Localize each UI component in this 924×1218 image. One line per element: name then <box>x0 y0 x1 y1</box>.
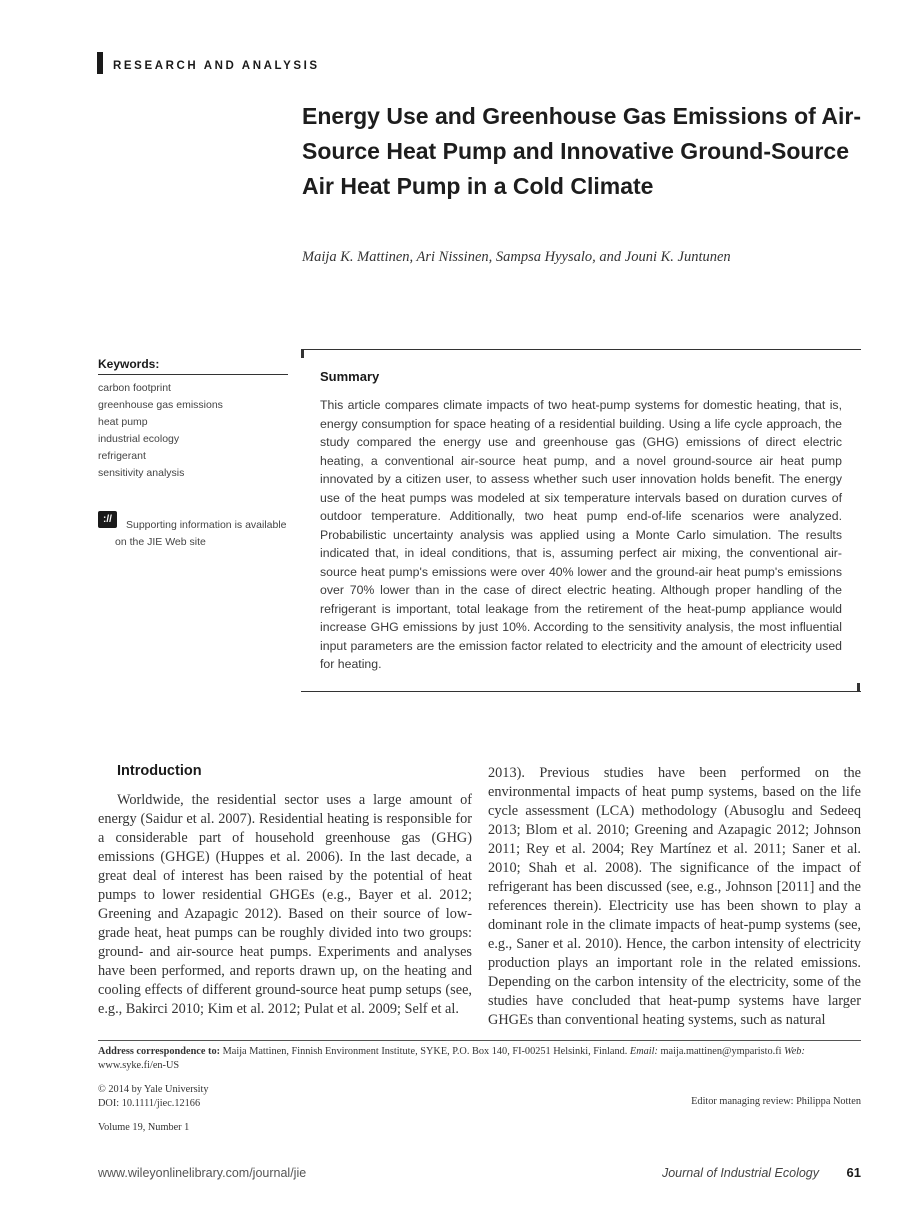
journal-url[interactable]: www.wileyonlinelibrary.com/journal/jie <box>98 1166 307 1180</box>
keyword-item: refrigerant <box>98 450 146 462</box>
keywords-list <box>98 380 223 482</box>
introduction-heading: Introduction <box>117 763 202 779</box>
supporting-info-icon: :// <box>98 511 117 528</box>
summary-box-top-rule <box>301 349 861 350</box>
page-number: 61 <box>846 1165 861 1180</box>
body-left-column: Worldwide, the residential sector uses a large amount of energy (Saidur et al. 2007). Residential heating is responsible for a considerable part of household greenhouse gas (GHG) emissions (GHGE) (Huppes et al. 2006). In the last decade, a great deal of interest has been raised by the potential of heat pumps to lower residential GHGEs (e.g., Bayer et al. 2012; Greening and Azapagic 2012). Based on their source of low-grade heat, heat pumps can be roughly divided into two groups: ground- and air-source heat pumps. Experiments and analyses have been performed, and reports drawn up, on the heating and cooling effects of different ground-source heat pump setups (see, e.g., Bakirci 2010; Kim et al. 2012; Pulat et al. 2009; Self et al. <box>98 792 472 1017</box>
summary-box-corner <box>857 683 860 692</box>
email-label: Email: <box>629 1046 658 1057</box>
web-label: Web: <box>784 1046 805 1057</box>
supporting-info-line2: on the JIE Web site <box>115 536 206 548</box>
copyright-block <box>98 1083 209 1110</box>
article-title: Energy Use and Greenhouse Gas Emissions of Air-Source Heat Pump and Innovative Ground-Source Air Heat Pump in a Cold Climate <box>302 103 861 199</box>
keywords-heading: Keywords: <box>98 357 160 371</box>
supporting-info-line1: Supporting information is available <box>126 519 287 531</box>
keywords-divider <box>98 374 288 375</box>
managing-editor: Editor managing review: Philippa Notten <box>691 1096 861 1107</box>
keyword-item: heat pump <box>98 416 148 428</box>
keyword-item: greenhouse gas emissions <box>98 399 223 411</box>
section-marker-bar <box>97 52 103 74</box>
summary-box-bottom-rule <box>301 691 861 692</box>
address-text: Maija Mattinen, Finnish Environment Institute, SYKE, P.O. Box 140, FI-00251 Helsinki, Finland. <box>222 1046 628 1057</box>
copyright-line: © 2014 by Yale University <box>98 1084 209 1095</box>
correspondence-address <box>98 1045 861 1072</box>
email-address[interactable]: maija.mattinen@ymparisto.fi <box>660 1046 782 1057</box>
keyword-item: carbon footprint <box>98 382 171 394</box>
summary-text: This article compares climate impacts of two heat-pump systems for domestic heating, that is, energy consumption for space heating of a residential building. Using a life cycle approach, the study compared the energy use and greenhouse gas (GHG) emissions of direct electric heating, a conventional air-source heat pump, and a novel ground-source air heat pump innovated by a citizen user, to assess whether such user innovation holds benefit. The energy use of the heat pumps was modeled at six temperature intervals based on duration curves of outdoor temperature. Additionally, two heat pump end-of-life scenarios were analyzed. Probabilistic uncertainty analysis was applied using a Monte Carlo simulation. The results indicated that, in ideal conditions, that is, assuming perfect air mixing, the conventional air-source heat pump's emissions were over 40% lower and the ground-air heat pump's emissions over 70% lower than in the case of direct electric heating. Although proper handling of the refrigerant is important, total leakage from the retirement of the heat-pump appliance would increase GHG emissions by just 10%. According to the sensitivity analysis, the most influential input parameters are the emission factor related to electricity and the amount of electricity used for heating. <box>320 398 842 671</box>
article-authors: Maija K. Mattinen, Ari Nissinen, Sampsa Hyysalo, and Jouni K. Juntunen <box>302 249 731 265</box>
address-label: Address correspondence to: <box>98 1046 221 1057</box>
footnote-divider <box>98 1040 861 1041</box>
web-address[interactable]: www.syke.fi/en-US <box>98 1059 180 1071</box>
summary-heading: Summary <box>320 369 380 384</box>
section-label: RESEARCH AND ANALYSIS <box>113 60 320 72</box>
doi-line: DOI: 10.1111/jiec.12166 <box>98 1097 201 1109</box>
body-right-column: 2013). Previous studies have been performed on the environmental impacts of heat pump systems, based on the life cycle assessment (LCA) methodology (Abusoglu and Sedeeq 2013; Blom et al. 2010; Greening and Azapagic 2012; Johnson 2011; Rey et al. 2004; Rey Martínez et al. 2011; Saner et al. 2010; Shah et al. 2008). The significance of the impact of refrigerant has been discussed (see, e.g., Johnson [2011] and the references therein). Electricity use has been shown to play a dominant role in the climate impacts of heat-pump systems (see, e.g., Saner et al. 2010). Hence, the carbon intensity of electricity production plays an important role in the related emissions. Depending on the carbon intensity of the electricity, some of the studies have concluded that heat-pump systems have larger GHGEs than conventional heating systems, such as natural <box>488 765 861 1028</box>
journal-name: Journal of Industrial Ecology <box>661 1166 819 1180</box>
keyword-item: industrial ecology <box>98 433 180 445</box>
volume-issue: Volume 19, Number 1 <box>98 1122 190 1133</box>
keyword-item: sensitivity analysis <box>98 467 185 479</box>
summary-box-corner <box>301 349 304 358</box>
